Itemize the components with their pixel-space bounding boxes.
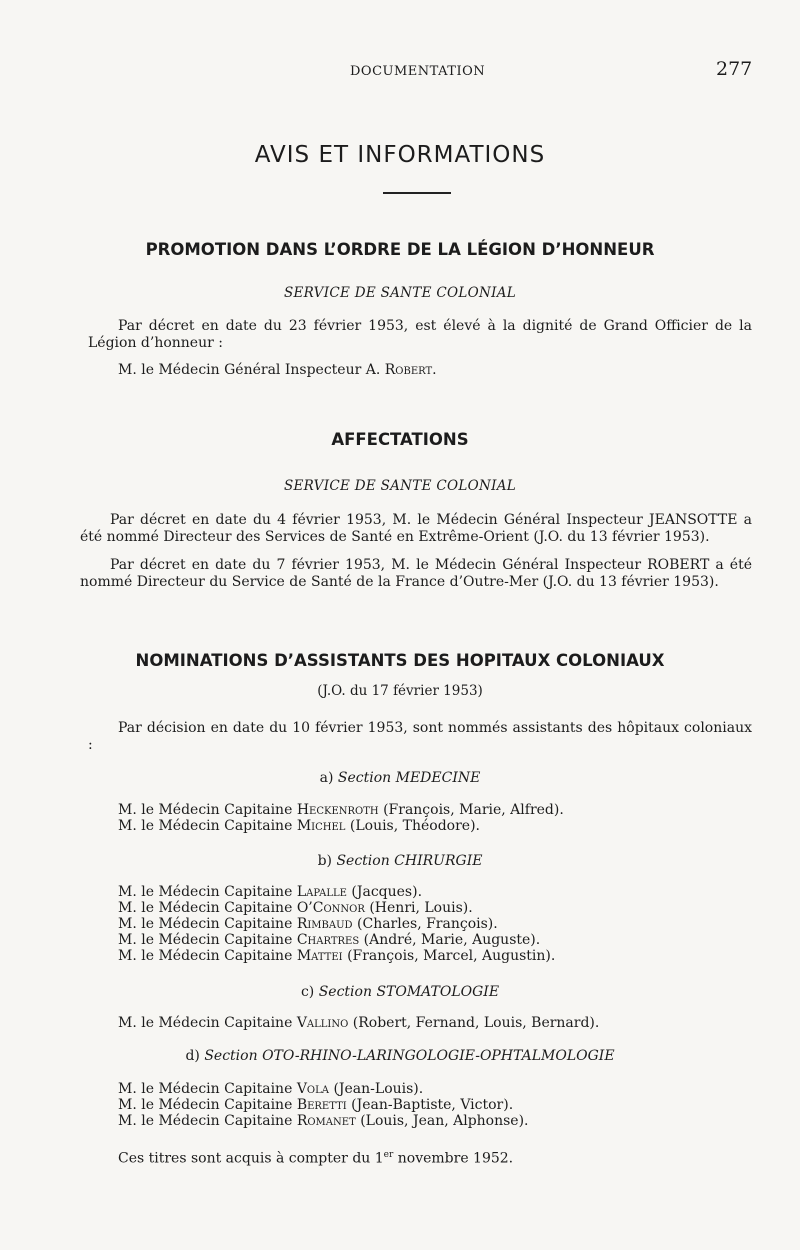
affectations-para-1: Par décret en date du 4 février 1953, M. le Médecin Général Inspecteur JEANSOTTE a été nommé Directeur des Services de Santé en Extrême-Orient (J.O. du 13 février 1953). [80,512,752,545]
affectations-title: AFFECTATIONS [331,430,469,449]
section-heading: a) Section MEDECINE [319,770,481,786]
promotion-person-prefix: M. le Médecin Général Inspecteur A. [118,362,381,378]
page-number: 277 [716,58,753,80]
promotion-title: PROMOTION DANS L’ORDRE DE LA LÉGION D’HONNEUR [145,240,655,259]
list-item: M. le Médecin Capitaine Mattei (François, Marcel, Augustin). [118,948,556,964]
nominations-paragraph: Par décision en date du 10 février 1953, sont nommés assistants des hôpitaux coloniaux : [88,720,752,753]
promotion-person-name: Robert [384,362,433,378]
affectations-para-2: Par décret en date du 7 février 1953, M. le Médecin Général Inspecteur ROBERT a été nommé Directeur du Service de Santé de la France d’Outre-Mer (J.O. du 13 février 1953). [80,557,752,590]
section-heading: c) Section STOMATOLOGIE [300,984,500,1000]
running-title: DOCUMENTATION [350,64,486,79]
list-item: M. le Médecin Capitaine Romanet (Louis, Jean, Alphonse). [118,1113,529,1129]
affectations-service: SERVICE DE SANTE COLONIAL [283,478,517,494]
list-item: M. le Médecin Capitaine Beretti (Jean-Baptiste, Victor). [118,1097,514,1113]
promotion-person [118,362,437,378]
list-item: M. le Médecin Capitaine Vallino (Robert, Fernand, Louis, Bernard). [118,1015,600,1031]
list-item: M. le Médecin Capitaine Heckenroth (François, Marie, Alfred). [118,802,564,818]
running-header [0,58,800,86]
list-item: M. le Médecin Capitaine O’Connor (Henri, Louis). [118,900,473,916]
closing-sentence: Ces titres sont acquis à compter du 1er novembre 1952. [118,1150,514,1167]
promotion-paragraph: Par décret en date du 23 février 1953, est élevé à la dignité de Grand Officier de la Légion d’honneur : [88,318,752,351]
title-rule [383,192,451,194]
nominations-title: NOMINATIONS D’ASSISTANTS DES HOPITAUX COLONIAUX [135,651,665,670]
section-heading: d) Section OTO-RHINO-LARINGOLOGIE-OPHTALMOLOGIE [185,1048,615,1064]
list-item: M. le Médecin Capitaine Lapalle (Jacques). [118,884,423,900]
promotion-person-suffix: . [432,362,437,378]
list-item: M. le Médecin Capitaine Chartres (André, Marie, Auguste). [118,932,541,948]
nominations-jo: (J.O. du 17 février 1953) [317,683,483,699]
main-title: AVIS ET INFORMATIONS [254,142,546,168]
list-item: M. le Médecin Capitaine Michel (Louis, Théodore). [118,818,480,834]
list-item: M. le Médecin Capitaine Rimbaud (Charles, François). [118,916,498,932]
list-item: M. le Médecin Capitaine Vola (Jean-Louis). [118,1081,424,1097]
section-heading: b) Section CHIRURGIE [317,853,483,869]
promotion-service: SERVICE DE SANTE COLONIAL [283,285,517,301]
